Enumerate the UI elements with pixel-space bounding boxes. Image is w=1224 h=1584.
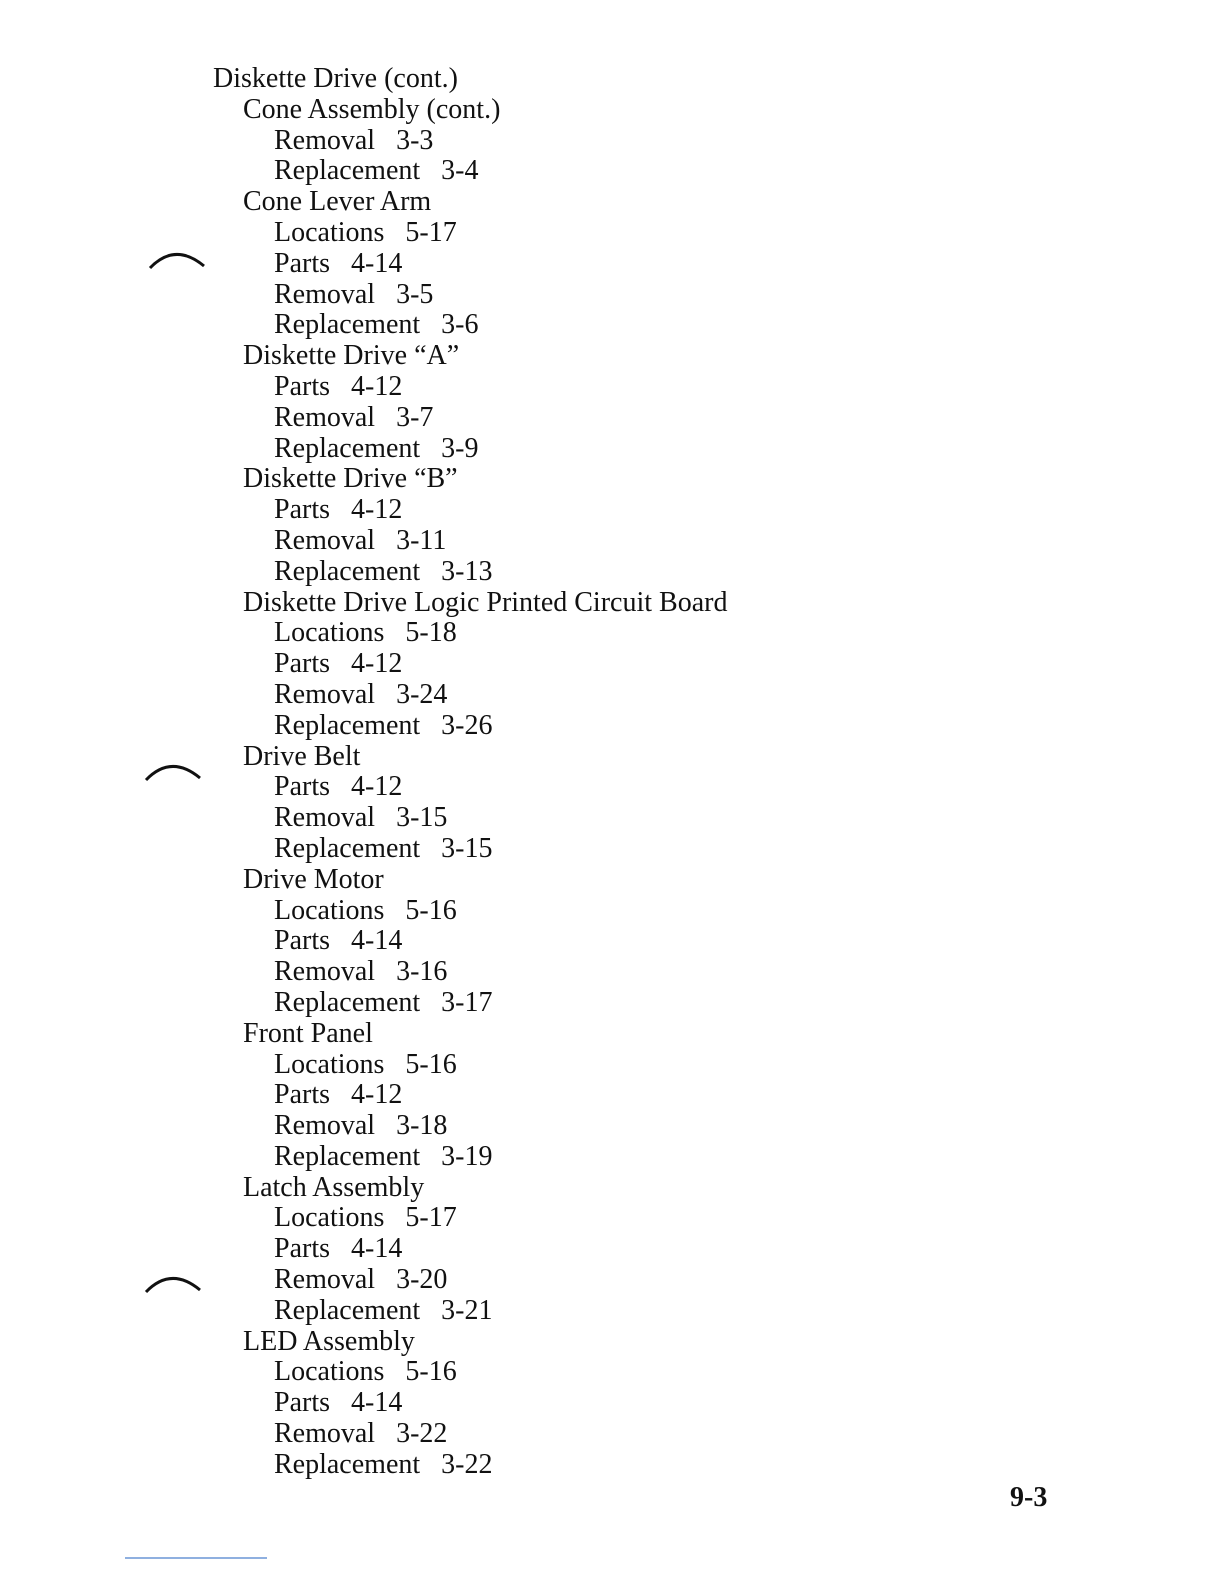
index-entry — [213, 1050, 727, 1081]
index-term: Removal — [274, 802, 376, 834]
index-term: Diskette Drive Logic Printed Circuit Board — [243, 586, 728, 618]
index-page-ref: 5-17 — [405, 216, 457, 248]
index-term: Replacement — [274, 309, 421, 341]
index-term: LED Assembly — [243, 1325, 415, 1357]
index-page-ref: 3-5 — [396, 278, 434, 310]
index-entry — [213, 526, 727, 557]
index-page-ref: 3-7 — [396, 401, 434, 433]
index-term: Replacement — [274, 832, 421, 864]
index-entry — [213, 249, 727, 280]
punch-hole-mark-top — [147, 244, 207, 274]
index-entry — [213, 896, 727, 927]
index-page-ref: 3-21 — [441, 1294, 493, 1326]
index-entry — [213, 557, 727, 588]
index-heading — [213, 64, 727, 95]
index-entry — [213, 803, 727, 834]
index-entry — [213, 1234, 727, 1265]
index-page-ref: 3-19 — [441, 1140, 493, 1172]
index-page-ref: 3-18 — [396, 1110, 448, 1142]
index-page-ref: 4-12 — [351, 648, 403, 680]
index-entry — [213, 434, 727, 465]
index-page-ref: 4-12 — [351, 771, 403, 803]
index-entry — [213, 1203, 727, 1234]
index-entry — [213, 649, 727, 680]
index-term: Drive Belt — [243, 740, 361, 772]
index-entry — [213, 156, 727, 187]
index-entry — [213, 1419, 727, 1450]
index-term: Diskette Drive “A” — [243, 340, 460, 372]
index-page-ref: 4-12 — [351, 1079, 403, 1111]
index-entry — [213, 618, 727, 649]
index-term: Parts — [274, 370, 330, 402]
index-entry — [213, 126, 727, 157]
index-term: Locations — [274, 617, 385, 649]
index-page-ref: 3-22 — [396, 1418, 448, 1450]
index-term: Replacement — [274, 555, 421, 587]
index-term: Removal — [274, 956, 376, 988]
index-page-ref: 5-18 — [405, 617, 457, 649]
index-page-ref: 3-22 — [441, 1448, 493, 1480]
index-heading — [213, 341, 727, 372]
index-term: Locations — [274, 1356, 385, 1388]
index-page-ref: 3-4 — [441, 155, 479, 187]
index-page-ref: 4-14 — [351, 247, 403, 279]
index-term: Front Panel — [243, 1017, 373, 1049]
index-page-ref: 3-15 — [396, 802, 448, 834]
index-term: Removal — [274, 401, 376, 433]
index-entry — [213, 957, 727, 988]
index-entry — [213, 1296, 727, 1327]
index-entry — [213, 1388, 727, 1419]
index-term: Latch Assembly — [243, 1171, 425, 1203]
index-heading — [213, 742, 727, 773]
index-entry — [213, 1111, 727, 1142]
index-entry — [213, 1142, 727, 1173]
index-term: Removal — [274, 1418, 376, 1450]
index-page-ref: 4-14 — [351, 925, 403, 957]
index-page-ref: 3-16 — [396, 956, 448, 988]
index-entry — [213, 218, 727, 249]
index-term: Cone Lever Arm — [243, 186, 432, 218]
index-term: Replacement — [274, 432, 421, 464]
index-entry — [213, 403, 727, 434]
index-term: Removal — [274, 1110, 376, 1142]
index-term: Removal — [274, 278, 376, 310]
index-entry — [213, 926, 727, 957]
index-page-ref: 3-3 — [396, 124, 434, 156]
index-entry — [213, 310, 727, 341]
index-heading — [213, 464, 727, 495]
index-term: Replacement — [274, 709, 421, 741]
index-page-ref: 3-26 — [441, 709, 493, 741]
index-term: Replacement — [274, 1448, 421, 1480]
index-page-ref: 3-24 — [396, 678, 448, 710]
index-term: Parts — [274, 925, 330, 957]
index-page-ref: 3-17 — [441, 986, 493, 1018]
index-term: Replacement — [274, 986, 421, 1018]
index-page-ref: 3-6 — [441, 309, 479, 341]
index-term: Parts — [274, 247, 330, 279]
index-page-ref: 3-20 — [396, 1264, 448, 1296]
index-entry — [213, 711, 727, 742]
index-term: Locations — [274, 216, 385, 248]
punch-hole-mark-bottom — [143, 1268, 203, 1298]
index-entry — [213, 834, 727, 865]
index-term: Parts — [274, 771, 330, 803]
index-heading — [213, 1019, 727, 1050]
index-entry — [213, 680, 727, 711]
index-term: Diskette Drive (cont.) — [213, 63, 458, 94]
index-entry — [213, 1357, 727, 1388]
page-number: 9-3 — [1010, 1482, 1048, 1513]
index-heading — [213, 588, 727, 619]
index-term: Diskette Drive “B” — [243, 463, 458, 495]
index-page-ref: 3-11 — [396, 524, 447, 556]
index-term: Locations — [274, 1202, 385, 1234]
index-page-ref: 4-12 — [351, 370, 403, 402]
index-term: Cone Assembly (cont.) — [243, 93, 501, 125]
index-entry — [213, 1080, 727, 1111]
index-page-ref: 5-16 — [405, 1048, 457, 1080]
index-heading — [213, 865, 727, 896]
index-heading — [213, 187, 727, 218]
index-heading — [213, 1327, 727, 1358]
punch-hole-mark-middle — [143, 756, 203, 786]
index-term: Locations — [274, 1048, 385, 1080]
index-entry — [213, 280, 727, 311]
index-term: Replacement — [274, 1140, 421, 1172]
index-heading — [213, 1173, 727, 1204]
index-page-ref: 4-12 — [351, 494, 403, 526]
index-term: Parts — [274, 648, 330, 680]
index-term: Parts — [274, 494, 330, 526]
index-page-ref: 4-14 — [351, 1233, 403, 1265]
index-page-ref: 3-9 — [441, 432, 479, 464]
index-term: Removal — [274, 1264, 376, 1296]
index-term: Parts — [274, 1387, 330, 1419]
index-entry — [213, 372, 727, 403]
index-page-ref: 4-14 — [351, 1387, 403, 1419]
index-term: Removal — [274, 524, 376, 556]
index-page-ref: 3-13 — [441, 555, 493, 587]
index-entry — [213, 495, 727, 526]
index-heading — [213, 95, 727, 126]
index-term: Replacement — [274, 1294, 421, 1326]
index-term: Parts — [274, 1079, 330, 1111]
bottom-rule — [125, 1557, 267, 1559]
index-entry — [213, 1450, 727, 1481]
index-page-ref: 5-16 — [405, 1356, 457, 1388]
index-term: Replacement — [274, 155, 421, 187]
index-entry — [213, 1265, 727, 1296]
index-page-ref: 3-15 — [441, 832, 493, 864]
index-term: Removal — [274, 678, 376, 710]
index-list — [213, 64, 727, 1481]
index-entry — [213, 772, 727, 803]
index-page-ref: 5-16 — [405, 894, 457, 926]
index-page-ref: 5-17 — [405, 1202, 457, 1234]
index-term: Locations — [274, 894, 385, 926]
index-term: Removal — [274, 124, 376, 156]
index-entry — [213, 988, 727, 1019]
index-term: Drive Motor — [243, 863, 384, 895]
index-term: Parts — [274, 1233, 330, 1265]
